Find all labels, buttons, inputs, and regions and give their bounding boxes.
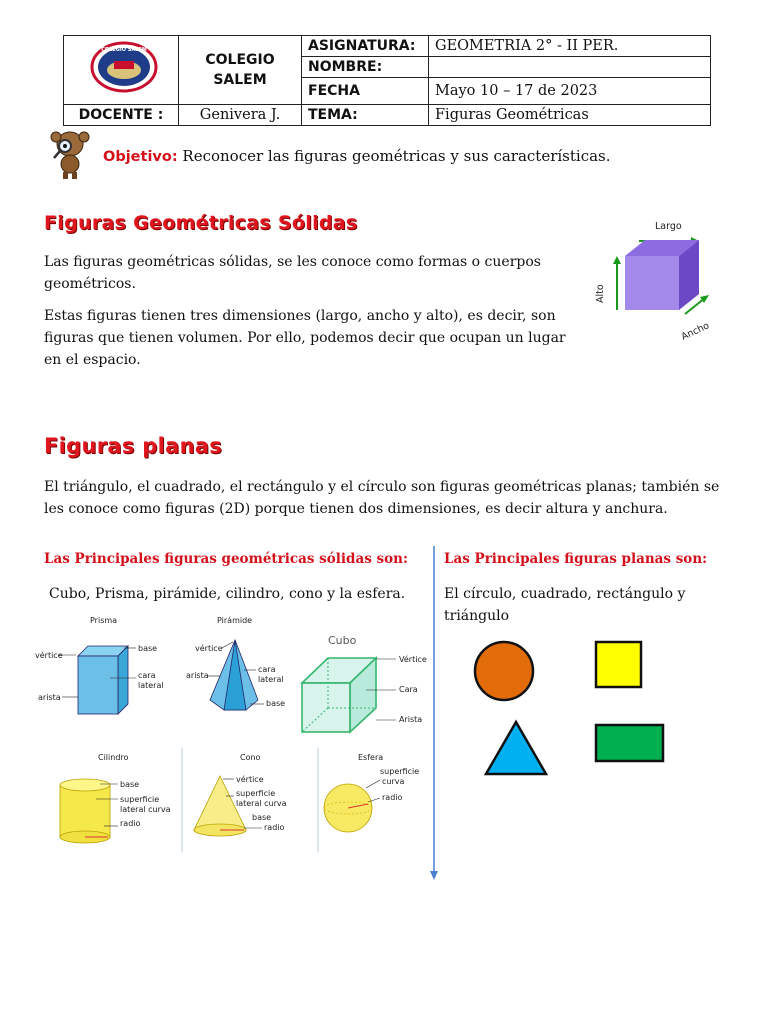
fecha-label: FECHA xyxy=(302,78,429,105)
pyramid-diagram xyxy=(186,616,285,710)
prism-label-lateral: lateral xyxy=(138,681,164,690)
triangle-shape xyxy=(486,722,546,774)
cube-label-alto: Alto xyxy=(595,284,606,303)
header-table xyxy=(63,35,711,126)
asignatura-label: ASIGNATURA: xyxy=(302,36,429,57)
docente-value: Genivera J. xyxy=(179,105,302,126)
cone-label-radio: radio xyxy=(264,823,285,832)
cone-diagram xyxy=(194,753,287,836)
detective-mascot-icon xyxy=(48,128,94,180)
solids-list-text: Cubo, Prisma, pirámide, cilindro, cono y la esfera. xyxy=(49,586,406,602)
docente-label: DOCENTE : xyxy=(64,105,179,126)
school-name-line1: COLEGIO xyxy=(205,52,275,68)
school-logo xyxy=(64,37,178,97)
asignatura-value: GEOMETRIA 2° - II PER. xyxy=(429,36,711,57)
planes-section-title: Figuras planas xyxy=(44,434,223,458)
prism-label-base: base xyxy=(138,644,158,653)
nombre-field[interactable] xyxy=(429,57,711,78)
planes-paragraph: El triángulo, el cuadrado, el rectángulo y el círculo son figuras geométricas planas; también se les conoce como figuras (2D) porque tienen dos dimensiones, es decir altura y anchura. xyxy=(44,479,720,517)
cube-diagram xyxy=(302,634,427,732)
circle-shape xyxy=(475,642,533,700)
solids-paragraph-1: Las figuras geométricas sólidas, se les conoce como formas o cuerpos geométricos. xyxy=(44,254,541,292)
pyramid-label-cara: cara xyxy=(258,665,276,674)
sphere-label-superficie: superficie xyxy=(380,767,420,776)
cylinder-label-radio: radio xyxy=(120,819,141,828)
prism-label-vertice: vértice xyxy=(35,651,63,660)
cube-title: Cubo xyxy=(328,634,357,647)
sphere-diagram xyxy=(324,753,419,832)
objective xyxy=(103,147,611,165)
fecha-value: Mayo 10 – 17 de 2023 xyxy=(429,78,711,105)
square-shape xyxy=(596,642,641,687)
prism-diagram xyxy=(35,616,164,714)
pyramid-label-lateral: lateral xyxy=(258,675,284,684)
cube-label-cara: Cara xyxy=(399,685,418,694)
pyramid-label-vertice: vértice xyxy=(195,644,223,653)
cone-label-vertice: vértice xyxy=(236,775,264,784)
logo-text: COLEGIO SALEM xyxy=(101,47,147,53)
sphere-title: Esfera xyxy=(358,753,384,762)
logo-cell xyxy=(64,36,179,105)
prism-label-arista: arista xyxy=(38,693,61,702)
pyramid-label-base: base xyxy=(266,699,286,708)
objective-text: Reconocer las figuras geométricas y sus características. xyxy=(182,147,611,165)
cylinder-label-base: base xyxy=(120,780,140,789)
solids-diagrams xyxy=(30,608,430,858)
tema-value: Figuras Geométricas xyxy=(429,105,711,126)
cylinder-diagram xyxy=(60,753,171,843)
cylinder-label-superficie: superficie xyxy=(120,795,160,804)
planes-list-text-line1: El círculo, cuadrado, rectángulo y xyxy=(444,586,686,602)
pyramid-label-arista: arista xyxy=(186,671,209,680)
cube-label-largo: Largo xyxy=(655,221,682,232)
solids-list-heading: Las Principales figuras geométricas sólidas son: xyxy=(44,551,408,567)
prism-label-cara: cara xyxy=(138,671,156,680)
sphere-label-radio: radio xyxy=(382,793,403,802)
nombre-label: NOMBRE: xyxy=(302,57,429,78)
sphere-label-curva: curva xyxy=(382,777,405,786)
dimensions-cube-diagram xyxy=(583,210,733,350)
tema-label: TEMA: xyxy=(302,105,429,126)
cube-label-arista: Arista xyxy=(399,715,423,724)
solids-paragraph-2: Estas figuras tienen tres dimensiones (largo, ancho y alto), es decir, son figuras que tienen volumen. Por ello, podemos decir que ocupan un lugar en el espacio. xyxy=(44,308,566,368)
planes-list-text xyxy=(444,583,734,627)
cube-label-vertice: Vértice xyxy=(399,655,427,664)
rectangle-shape xyxy=(596,725,663,761)
cube-label-ancho: Ancho xyxy=(679,320,712,343)
cone-title: Cono xyxy=(240,753,261,762)
planes-list-text-line2: triángulo xyxy=(444,608,510,624)
cone-label-lateral-curva: lateral curva xyxy=(236,799,287,808)
school-name-line2: SALEM xyxy=(213,72,267,88)
solids-section-title: Figuras Geométricas Sólidas xyxy=(44,212,358,234)
cylinder-title: Cilindro xyxy=(98,753,129,762)
cone-label-base: base xyxy=(252,813,272,822)
school-name-cell xyxy=(179,36,302,105)
cylinder-label-lateral-curva: lateral curva xyxy=(120,805,171,814)
cone-label-superficie: superficie xyxy=(236,789,276,798)
prism-title: Prisma xyxy=(90,616,118,625)
plane-shapes xyxy=(470,636,680,781)
planes-list-heading: Las Principales figuras planas son: xyxy=(444,551,708,567)
objective-label: Objetivo: xyxy=(103,149,178,165)
pyramid-title: Pirámide xyxy=(217,616,253,625)
